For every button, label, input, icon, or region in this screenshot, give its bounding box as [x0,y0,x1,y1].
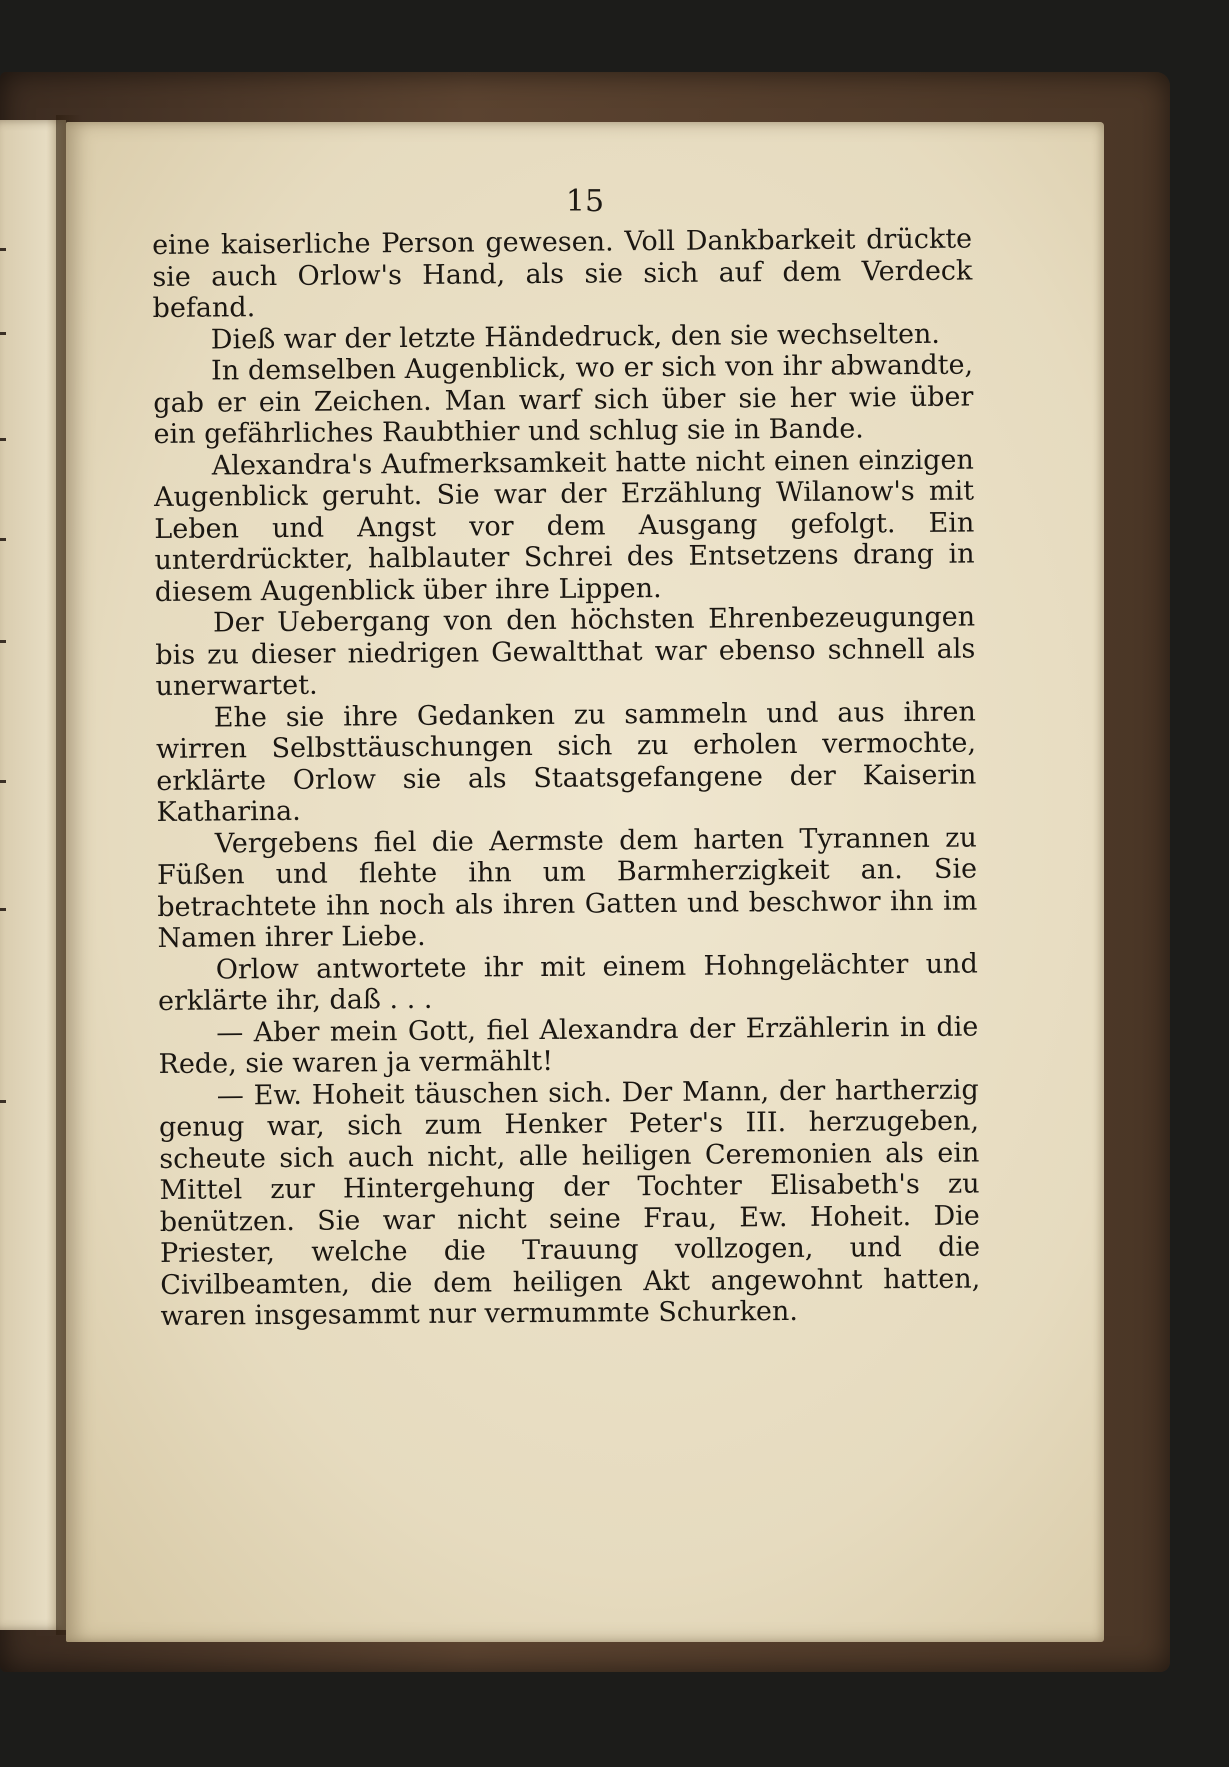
paragraph: Dieß war der letzte Händedruck, den sie wechselten. [210,318,941,356]
page-number: 15 [565,184,605,219]
paragraph: Orlow antwortete ihr mit einem Hohngelächter und erklärte ihr, daß . . . [157,948,978,1017]
print-mark [0,248,6,251]
book-page [66,122,1104,1642]
paragraph: In demselben Augenblick, wo er sich von ihr abwandte, gab er ein Zeichen. Man warf sich über sie her wie über ein gefährliches Raubthier und schlug sie in Bande. [153,349,974,450]
print-mark [0,780,6,783]
paragraph: eine kaiserliche Person gewesen. Voll Dankbarkeit drückte sie auch Orlow's Hand, als sie sich auf dem Verdeck befand. [152,223,973,324]
paragraph: Alexandra's Aufmerksamkeit hatte nicht einen einzigen Augenblick geruht. Sie war der Erzählung Wilanow's mit Leben und Angst vor dem Ausgang gefolgt. Ein unterdrückter, halblauter Schrei des Entsetzens drang in diesem Augenblick über ihre Lippen. [153,444,975,608]
paragraph: — Aber mein Gott, fiel Alexandra der Erzählerin in die Rede, sie waren ja vermählt! [158,1011,979,1080]
print-mark [0,908,6,911]
print-mark [0,438,6,441]
paragraph: Der Uebergang von den höchsten Ehrenbezeugungen bis zu dieser niedrigen Gewaltthat war ebenso schnell als unerwartet. [155,601,976,702]
print-mark [0,1100,6,1103]
body-text [152,224,981,1333]
paragraph: — Ew. Hoheit täuschen sich. Der Mann, der hartherzig genug war, sich zum Henker Peter's III. herzugeben, scheute sich auch nicht, alle heiligen Ceremonien als ein Mittel zur Hintergehung der Tochter Elisabeth's zu benützen. Sie war nicht seine Frau, Ew. Hoheit. Die Priester, welche die Trauung vollzogen, und die Civilbeamten, die dem heiligen Akt angewohnt hatten, waren insgesammt nur vermummte Schurken. [158,1074,981,1332]
print-mark [0,538,6,541]
paragraph: Vergebens fiel die Aermste dem harten Tyrannen zu Füßen und flehte ihn um Barmherzigkeit an. Sie betrachtete ihn noch als ihren Gatten und beschwor ihn im Namen ihrer Liebe. [156,822,978,954]
paragraph: Ehe sie ihre Gedanken zu sammeln und aus ihren wirren Selbsttäuschungen sich zu erholen vermochte, erklärte Orlow sie als Staatsgefangene der Kaiserin Katharina. [155,696,977,828]
print-mark [0,332,6,335]
print-mark [0,640,6,643]
